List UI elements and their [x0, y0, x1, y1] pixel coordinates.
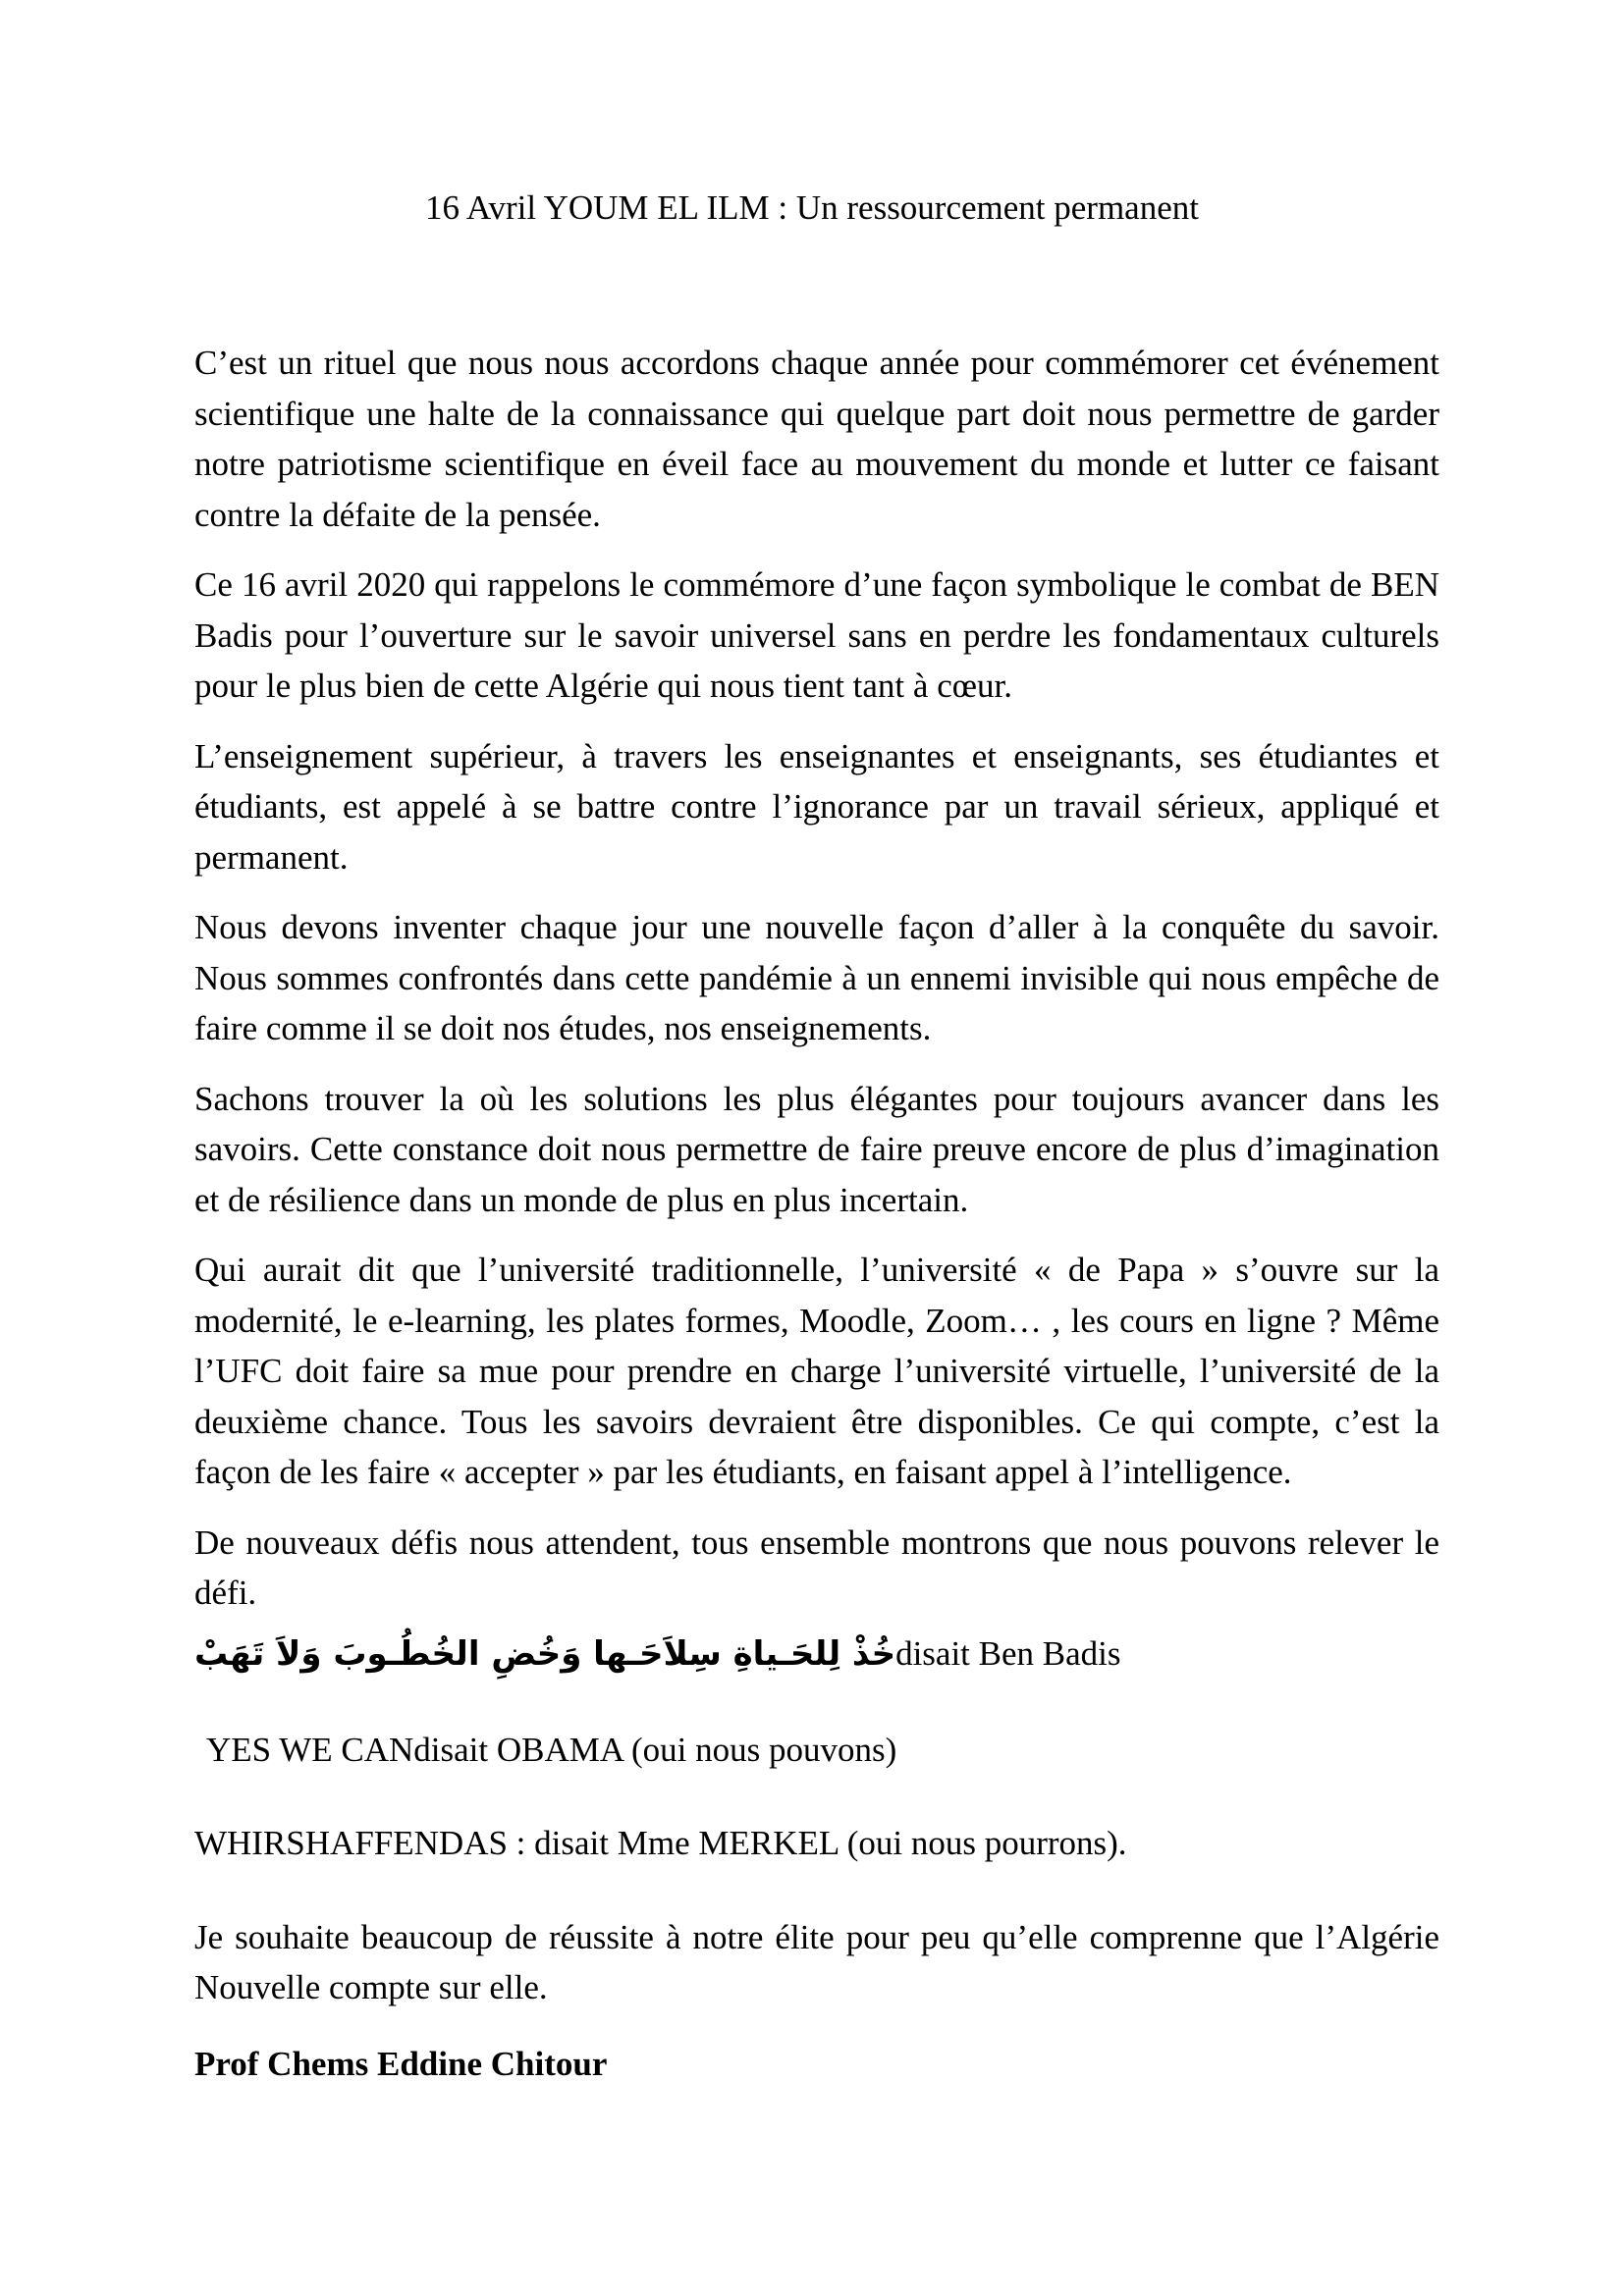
paragraph-7: De nouveaux défis nous attendent, tous ensemble montrons que nous pouvons relever le défi. [194, 1522, 1439, 1612]
closing-paragraph: Je souhaite beaucoup de réussite à notre élite pour peu qu’elle comprenne que l’Algérie Nouvelle compte sur elle. [194, 1917, 1439, 2006]
quote-obama: YES WE CANdisait OBAMA (oui nous pouvons) [206, 1730, 897, 1769]
paragraph-4: Nous devons inventer chaque jour une nouvelle façon d’aller à la conquête du savoir. Nous sommes confrontés dans cette pandémie à un ennemi invisible qui nous empêche de faire comme il se doit nos études, nos enseignements. [194, 908, 1439, 1047]
quote-merkel: WHIRSHAFFENDAS : disait Mme MERKEL (oui nous pourrons). [194, 1824, 1127, 1862]
paragraph-2: Ce 16 avril 2020 qui rappelons le commémore d’une façon symbolique le combat de BEN Badis pour l’ouverture sur le savoir universel sans en perdre les fondamentaux culturels pour le plus bien de cette Algérie qui nous tient tant à cœur. [194, 565, 1439, 705]
document-title: 16 Avril YOUM EL ILM : Un ressourcement permanent [425, 188, 1199, 227]
quote-ben-badis-attribution: disait Ben Badis [895, 1633, 1121, 1673]
quote-ben-badis [194, 1625, 1439, 1683]
paragraph-3: L’enseignement supérieur, à travers les enseignantes et enseignants, ses étudiantes et étudiants, est appelé à se battre contre l’ignorance par un travail sérieux, appliqué et permanent. [194, 736, 1439, 877]
document-body [194, 338, 1439, 2089]
paragraph-5: Sachons trouver la où les solutions les plus élégantes pour toujours avancer dans les savoirs. Cette constance doit nous permettre de faire preuve encore de plus d’imagination et de résilience dans un monde de plus en plus incertain. [194, 1079, 1439, 1219]
paragraph-1: C’est un rituel que nous nous accordons chaque année pour commémorer cet événement scientifique une halte de la connaissance qui quelque part doit nous permettre de garder notre patriotisme scientifique en éveil face au mouvement du monde et lutter ce faisant contre la défaite de la pensée. [194, 344, 1439, 534]
paragraph-6: Qui aurait dit que l’université traditionnelle, l’université « de Papa » s’ouvre sur la modernité, le e-learning, les plates formes, Moodle, Zoom… , les cours en ligne ? Même l’UFC doit faire sa mue pour prendre en charge l’université virtuelle, l’université de la deuxième chance. Tous les savoirs devraient être disponibles. Ce qui compte, c’est la façon de les faire « accepter » par les étudiants, en faisant appel à l’intelligence. [194, 1251, 1439, 1491]
quote-ben-badis-arabic: خُذْ لِلحَـياةِ سِلاَحَـها وَخُضِ الخُطُـوبَ وَلاَ تَهَبْ [194, 1633, 896, 1674]
signature: Prof Chems Eddine Chitour [194, 2044, 608, 2083]
